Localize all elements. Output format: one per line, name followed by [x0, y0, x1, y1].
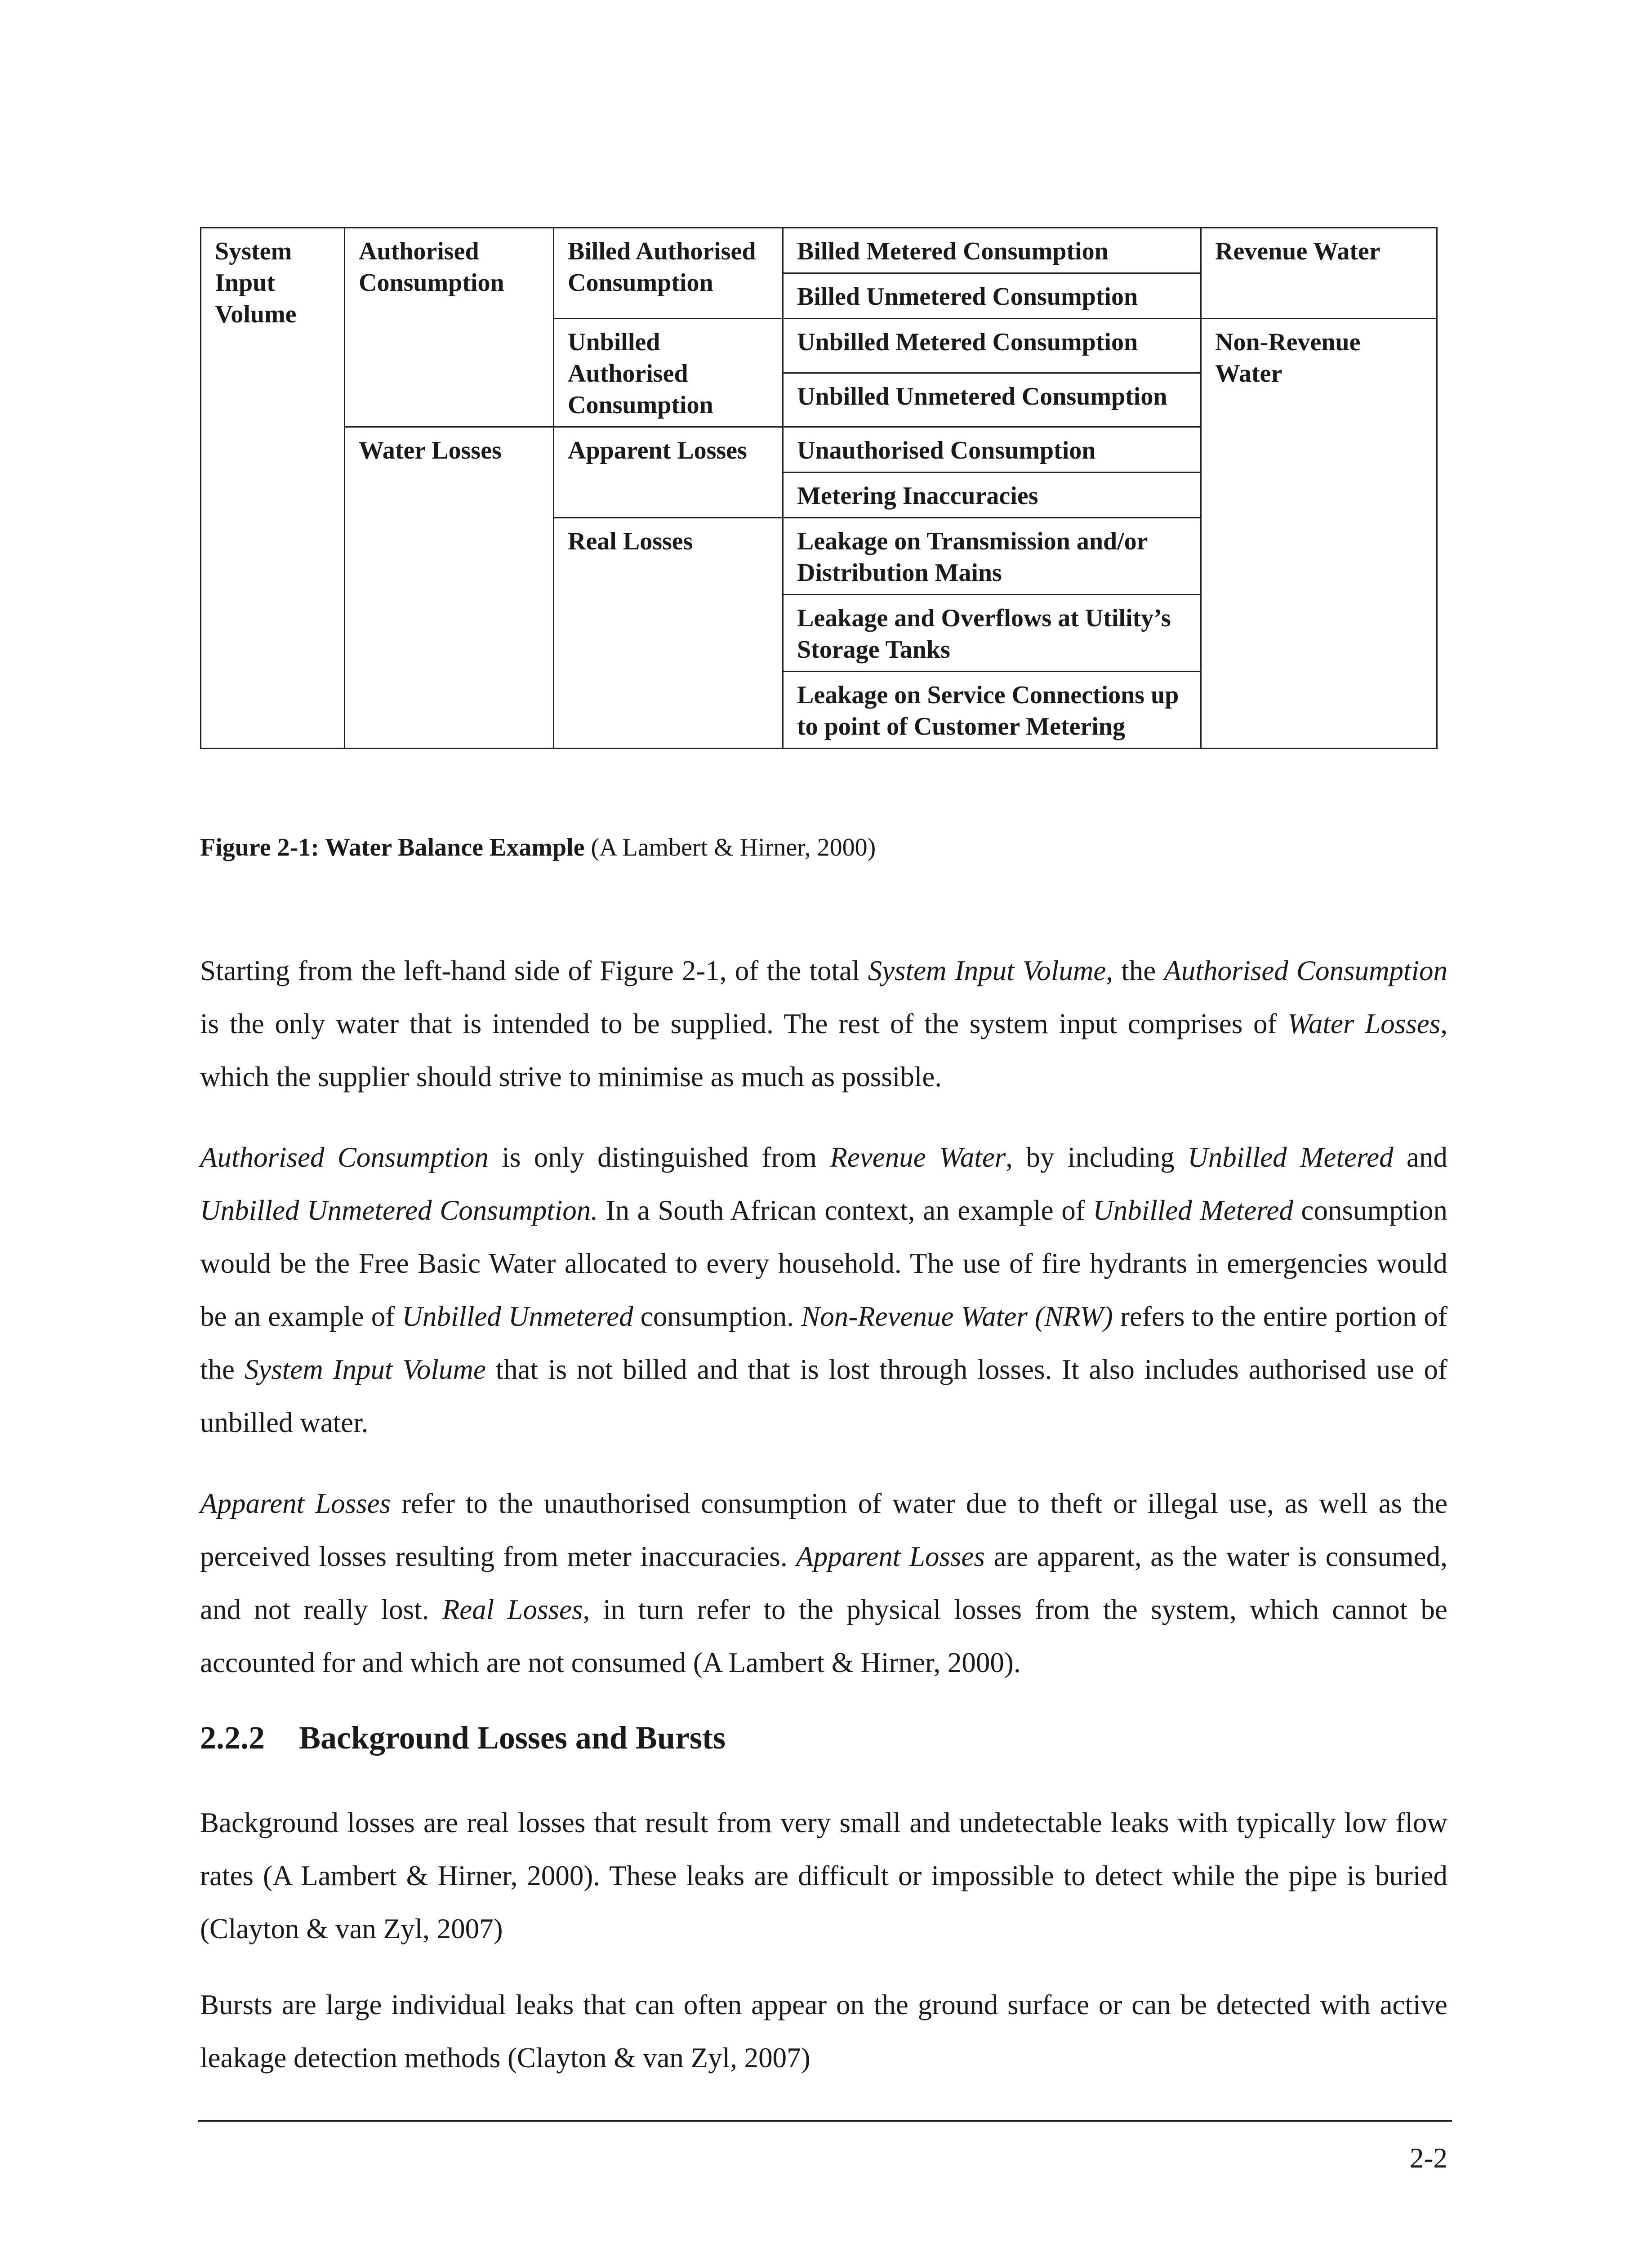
component-cell: Leakage on Service Connections up to point of Customer Metering	[783, 672, 1201, 749]
apparent-losses-cell: Apparent Losses	[554, 427, 783, 518]
real-losses-cell: Real Losses	[554, 518, 783, 749]
text-run: that is not billed and that is lost through losses. It also includes authorised use of unbilled water.	[200, 1354, 1448, 1438]
component-cell: Unauthorised Consumption	[783, 427, 1201, 473]
italic-term: Unbilled Unmetered Consumption.	[200, 1195, 598, 1226]
italic-term: Revenue Water	[830, 1142, 1006, 1173]
italic-term: Authorised Consumption	[200, 1142, 489, 1173]
italic-term: System Input Volume	[868, 955, 1106, 986]
text-run: Bursts are large individual leaks that can often appear on the ground surface or can be detected with active leakage detection methods (Clayton & van Zyl, 2007)	[200, 1989, 1447, 2074]
component-cell: Billed Metered Consumption	[783, 228, 1201, 273]
system-input-volume-cell: System Input Volume	[201, 228, 345, 749]
text-run: and	[1393, 1142, 1447, 1173]
component-cell: Billed Unmetered Consumption	[783, 273, 1201, 319]
text-run: , by including	[1006, 1142, 1188, 1173]
text-run: are apparent, as the water is consumed, and not really lost.	[200, 1541, 1447, 1625]
paragraph	[200, 944, 1447, 1103]
text-run: refer to the unauthorised consumption of water due to theft or illegal use, as well as the perceived losses resulting from meter inaccuracies.	[200, 1488, 1447, 1572]
text-run: is only distinguished from	[488, 1142, 830, 1173]
italic-term: System Input Volume	[244, 1354, 486, 1385]
billed-authorised-cell: Billed Authorised Consumption	[554, 228, 783, 319]
text-run: Background losses are real losses that result from very small and undetectable leaks with typically low flow rates (A Lambert & Hirner, 2000). These leaks are difficult or impossible to detect while the pipe is buried (Clayton & van Zyl, 2007)	[200, 1807, 1447, 1945]
text-run: , the	[1106, 955, 1164, 986]
revenue-water-cell: Revenue Water	[1201, 228, 1437, 319]
caption-citation: (A Lambert & Hirner, 2000)	[584, 834, 876, 861]
italic-term: Apparent Losses	[200, 1488, 391, 1519]
section-heading	[200, 1717, 726, 1758]
text-run: is the only water that is intended to be supplied. The rest of the system input comprises of	[200, 1008, 1288, 1039]
component-cell: Leakage on Transmission and/or Distribution Mains	[783, 518, 1201, 595]
table-row	[201, 228, 1437, 273]
paragraph	[200, 1477, 1447, 1689]
component-cell: Leakage and Overflows at Utility’s Storage Tanks	[783, 595, 1201, 672]
italic-term: Unbilled Unmetered	[402, 1301, 633, 1332]
page-number: 2-2	[1410, 2142, 1447, 2174]
water-balance-table	[200, 227, 1438, 749]
italic-term: Water Losses	[1287, 1008, 1441, 1039]
authorised-consumption-cell: Authorised Consumption	[345, 228, 554, 427]
component-cell: Unbilled Unmetered Consumption	[783, 373, 1201, 427]
paragraph	[200, 1796, 1447, 1955]
text-run: In a South African context, an example of	[598, 1195, 1093, 1226]
figure-caption	[200, 832, 876, 863]
unbilled-authorised-cell: Unbilled Authorised Consumption	[554, 319, 783, 427]
caption-label: Figure 2-1: Water Balance Example	[200, 834, 585, 861]
italic-term: Authorised Consumption	[1164, 955, 1448, 986]
text-run: refers to the entire portion of the	[200, 1301, 1447, 1385]
section-number: 2.2.2	[200, 1720, 265, 1756]
italic-term: Unbilled Metered	[1093, 1195, 1293, 1226]
italic-term: Apparent Losses	[796, 1541, 985, 1572]
text-run: , which the supplier should strive to minimise as much as possible.	[200, 1008, 1448, 1093]
text-run: , in turn refer to the physical losses from the system, which cannot be accounted for and which are not consumed (A Lambert & Hirner, 2000).	[200, 1594, 1447, 1678]
text-run: consumption.	[633, 1301, 802, 1332]
non-revenue-water-cell: Non-Revenue Water	[1201, 319, 1437, 749]
text-run: Starting from the left-hand side of Figure 2-1, of the total	[200, 955, 868, 986]
italic-term: Unbilled Metered	[1188, 1142, 1394, 1173]
paragraph	[200, 1978, 1447, 2084]
paragraph	[200, 1131, 1447, 1449]
component-cell: Unbilled Metered Consumption	[783, 319, 1201, 373]
text-run: consumption would be the Free Basic Water allocated to every household. The use of fire hydrants in emergencies would be an example of	[200, 1195, 1447, 1332]
water-losses-cell: Water Losses	[345, 427, 554, 749]
italic-term: Real Losses	[442, 1594, 583, 1625]
component-cell: Metering Inaccuracies	[783, 473, 1201, 518]
italic-term: Non-Revenue Water (NRW)	[801, 1301, 1113, 1332]
footer-divider	[198, 2120, 1452, 2122]
section-title: Background Losses and Bursts	[299, 1720, 726, 1756]
